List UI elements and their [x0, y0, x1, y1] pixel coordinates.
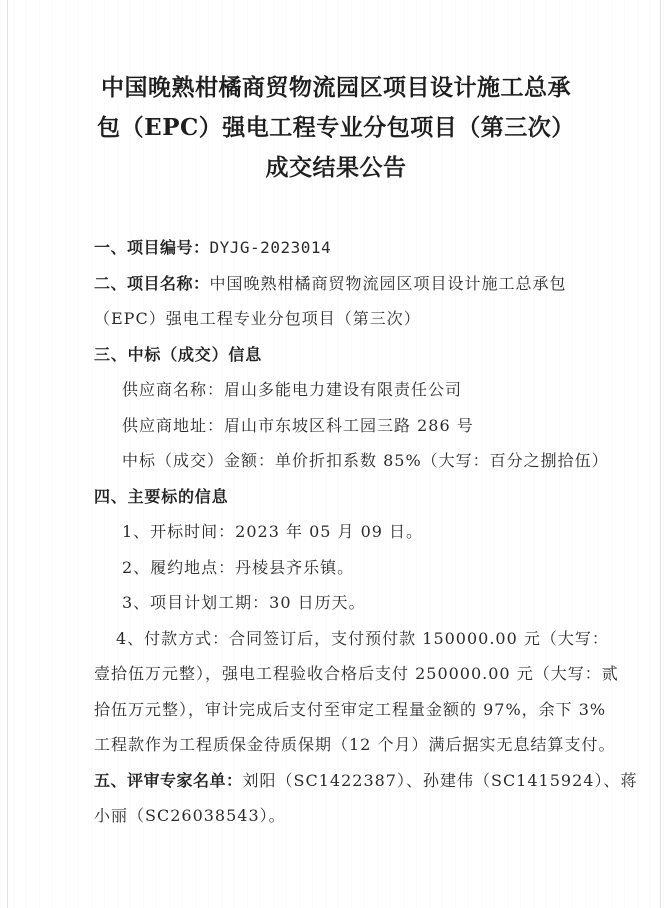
payment-terms-line-3: 拾伍万元整），审计完成后支付至审定工程量金额的 97%，余下 3% [94, 699, 607, 719]
experts-line [94, 763, 638, 799]
experts-names-line-1: 刘阳（SC1422387）、孙建伟（SC1415924）、蒋 [242, 770, 638, 790]
project-name-continuation: （EPC）强电工程专业分包项目（第三次） [94, 309, 421, 328]
award-amount: 中标（成交）金额：单价折扣系数 85%（大写：百分之捌拾伍） [122, 451, 609, 470]
project-duration: 3、项目计划工期：30 日历天。 [122, 593, 366, 612]
project-number-line [94, 230, 580, 266]
award-info-heading: 三、中标（成交）信息 [94, 344, 263, 364]
project-name-value: 中国晚熟柑橘商贸物流园区项目设计施工总承包 [209, 273, 567, 293]
payment-terms-line-4: 工程款作为工程质保金待质保期（12 个月）满后据实无息结算支付。 [94, 735, 616, 754]
subject-info-heading: 四、主要标的信息 [94, 486, 229, 506]
performance-location: 2、履约地点：丹棱县齐乐镇。 [122, 557, 355, 577]
supplier-address: 供应商地址：眉山市东坡区科工园三路 286 号 [122, 415, 474, 435]
experts-names-line-2: 小丽（SC26038543）。 [94, 806, 286, 825]
experts-label: 五、评审专家名单： [94, 770, 243, 790]
supplier-name: 供应商名称：眉山多能电力建设有限责任公司 [122, 380, 463, 399]
bid-opening-time: 1、开标时间：2023 年 05 月 09 日。 [122, 522, 424, 541]
document-title [0, 68, 672, 188]
title-line-2: 包（EPC）强电工程专业分包项目（第三次） [97, 114, 575, 141]
project-number-value: DYJG-2023014 [209, 238, 332, 257]
project-name-label: 二、项目名称： [94, 273, 210, 293]
document-body [94, 230, 638, 834]
project-name-line [94, 266, 580, 302]
payment-terms-line-2: 壹拾伍万元整），强电工程验收合格后支付 250000.00 元（大写：贰 [94, 664, 619, 683]
project-number-label: 一、项目编号： [94, 238, 210, 257]
payment-terms-line-1: 4、付款方式：合同签订后，支付预付款 150000.00 元（大写： [116, 628, 609, 648]
title-line-1: 中国晚熟柑橘商贸物流园区项目设计施工总承 [101, 74, 571, 101]
title-line-3: 成交结果公告 [265, 154, 407, 181]
